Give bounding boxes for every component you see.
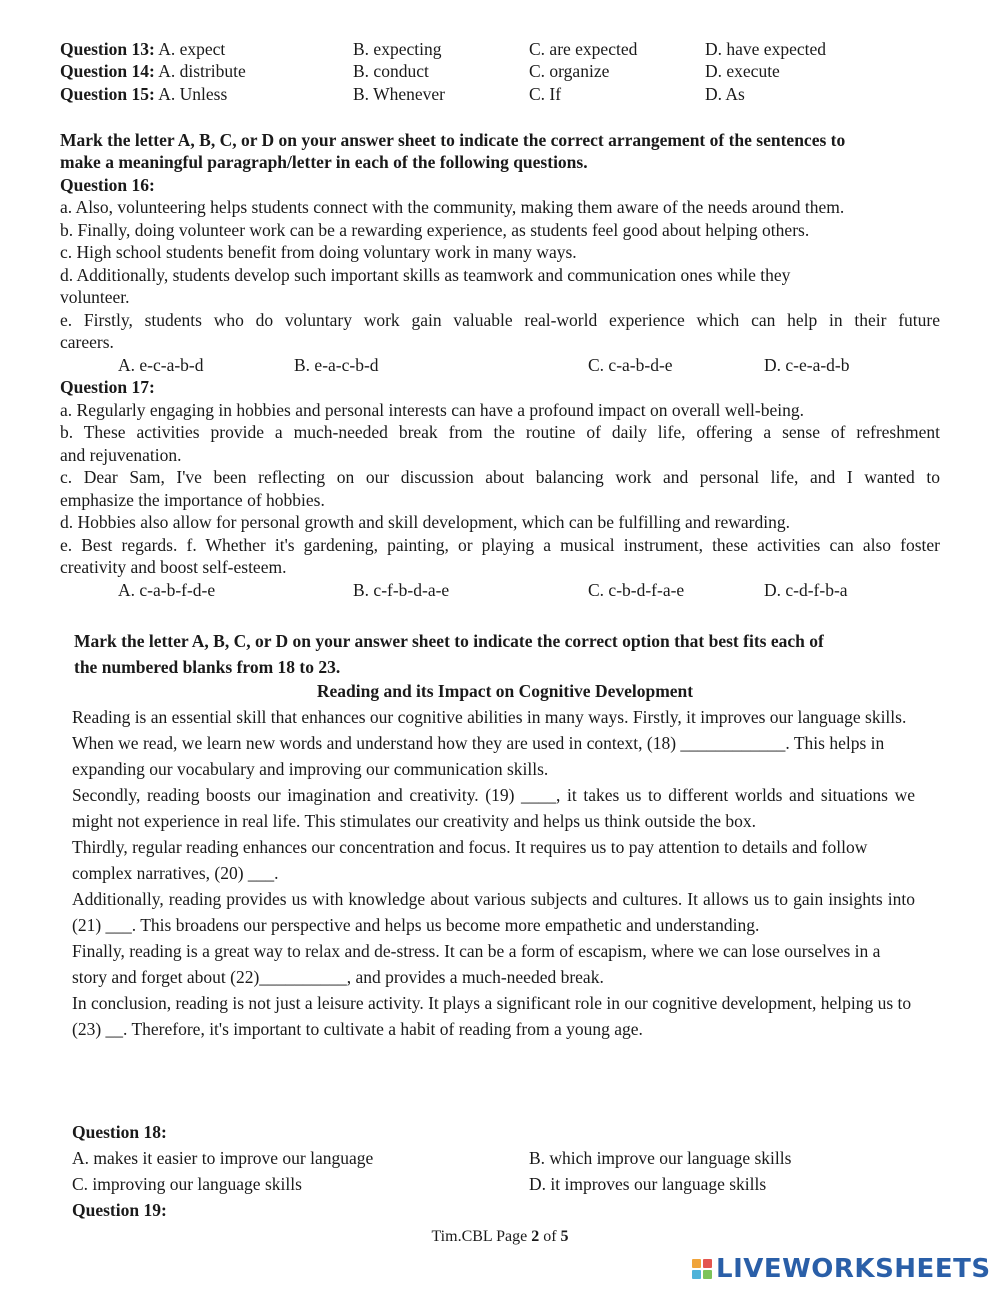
current-page: 2 bbox=[531, 1228, 540, 1245]
option-c[interactable]: C. c-a-b-d-e bbox=[588, 355, 673, 375]
question-label: Question 15: bbox=[60, 84, 155, 104]
q17-sentence-c-cont: emphasize the importance of hobbies. bbox=[60, 490, 325, 510]
question-18-option-a[interactable]: A. makes it easier to improve our language bbox=[72, 1148, 374, 1168]
option-a[interactable]: A. expect bbox=[158, 39, 226, 59]
page-footer: Tim.CBL Page 2 of 5 bbox=[431, 1228, 569, 1245]
question-label: Question 14: bbox=[60, 61, 155, 81]
option-b[interactable]: B. c-f-b-d-a-e bbox=[353, 580, 450, 600]
question-label: Question 13: bbox=[60, 39, 155, 59]
question-18-option-d[interactable]: D. it improves our language skills bbox=[529, 1174, 767, 1194]
option-a[interactable]: A. distribute bbox=[158, 61, 246, 81]
passage-paragraph-2: Secondly, reading boosts our imagination and creativity. (19) ____, it takes us to different worlds and situations we might not experience in real life. This stimulates our creativity and helps us think outside the box. bbox=[72, 785, 915, 831]
q17-sentence-a: a. Regularly engaging in hobbies and personal interests can have a profound impact on overall well-being. bbox=[60, 400, 805, 420]
q17-sentence-c: c. Dear Sam, I've been reflecting on our discussion about balancing work and personal life, and I wanted to bbox=[60, 467, 940, 487]
q16-sentence-e: e. Firstly, students who do voluntary work gain valuable real-world experience which can help in their future bbox=[60, 310, 940, 330]
question-18-option-b[interactable]: B. which improve our language skills bbox=[529, 1148, 792, 1168]
arrange-instruction-line1: Mark the letter A, B, C, or D on your answer sheet to indicate the correct arrangement of the sentences to bbox=[60, 130, 846, 150]
option-d[interactable]: D. execute bbox=[705, 61, 780, 81]
q16-sentence-b: b. Finally, doing volunteer work can be a rewarding experience, as students feel good about helping others. bbox=[60, 220, 810, 240]
option-c[interactable]: C. If bbox=[529, 84, 562, 104]
q17-sentence-e-cont: creativity and boost self-esteem. bbox=[60, 557, 287, 577]
logo-grid-icon bbox=[692, 1259, 712, 1279]
passage-paragraph-3: Thirdly, regular reading enhances our concentration and focus. It requires us to pay attention to details and follow complex narratives, (20) ___. bbox=[72, 837, 868, 883]
option-a[interactable]: A. e-c-a-b-d bbox=[118, 355, 204, 375]
question-16-label: Question 16: bbox=[60, 175, 155, 195]
liveworksheets-logo[interactable] bbox=[692, 1256, 991, 1282]
question-19-label: Question 19: bbox=[72, 1200, 167, 1220]
option-b[interactable]: B. expecting bbox=[353, 39, 442, 59]
q16-sentence-d: d. Additionally, students develop such important skills as teamwork and communication ones while they bbox=[60, 265, 791, 285]
option-b[interactable]: B. Whenever bbox=[353, 84, 446, 104]
option-a[interactable]: A. c-a-b-f-d-e bbox=[118, 580, 216, 600]
q16-sentence-e-cont: careers. bbox=[60, 332, 114, 352]
logo-text: LIVEWORKSHEETS bbox=[716, 1254, 991, 1284]
question-17-label: Question 17: bbox=[60, 377, 155, 397]
option-b[interactable]: B. conduct bbox=[353, 61, 429, 81]
cloze-instruction-line2: the numbered blanks from 18 to 23. bbox=[74, 657, 341, 677]
option-d[interactable]: D. c-e-a-d-b bbox=[764, 355, 850, 375]
option-c[interactable]: C. organize bbox=[529, 61, 610, 81]
q17-sentence-e: e. Best regards. f. Whether it's gardening, painting, or playing a musical instrument, these activities can also foster bbox=[60, 535, 940, 555]
q17-sentence-d: d. Hobbies also allow for personal growth and skill development, which can be fulfilling and rewarding. bbox=[60, 512, 790, 532]
total-pages: 5 bbox=[560, 1228, 569, 1245]
reading-passage bbox=[72, 704, 915, 1042]
question-18-option-c[interactable]: C. improving our language skills bbox=[72, 1174, 302, 1194]
arrange-instruction-line2: make a meaningful paragraph/letter in each of the following questions. bbox=[60, 152, 588, 172]
passage-paragraph-6: In conclusion, reading is not just a leisure activity. It plays a significant role in our cognitive development, helping us to (23) __. Therefore, it's important to cultivate a habit of reading from a young age. bbox=[72, 993, 912, 1039]
option-c[interactable]: C. c-b-d-f-a-e bbox=[588, 580, 685, 600]
option-b[interactable]: B. e-a-c-b-d bbox=[294, 355, 379, 375]
question-18-label: Question 18: bbox=[72, 1122, 167, 1142]
q16-sentence-c: c. High school students benefit from doing voluntary work in many ways. bbox=[60, 242, 577, 262]
passage-title: Reading and its Impact on Cognitive Development bbox=[316, 681, 694, 701]
cloze-instruction-line1: Mark the letter A, B, C, or D on your answer sheet to indicate the correct option that best fits each of bbox=[74, 631, 824, 651]
q17-sentence-b-cont: and rejuvenation. bbox=[60, 445, 182, 465]
passage-paragraph-5: Finally, reading is a great way to relax and de-stress. It can be a form of escapism, where we can lose ourselves in a story and forget about (22)__________, and provides a much-needed break. bbox=[72, 941, 881, 987]
q17-sentence-b: b. These activities provide a much-needed break from the routine of daily life, offering a sense of refreshment bbox=[60, 422, 940, 442]
option-c[interactable]: C. are expected bbox=[529, 39, 638, 59]
option-d[interactable]: D. c-d-f-b-a bbox=[764, 580, 848, 600]
passage-paragraph-1: Reading is an essential skill that enhances our cognitive abilities in many ways. Firstly, it improves our language skills. When we read, we learn new words and understand how they are used in context, (18) ____________. This helps in expanding our vocabulary and improving our communication skills. bbox=[72, 707, 907, 779]
option-d[interactable]: D. As bbox=[705, 84, 745, 104]
option-a[interactable]: A. Unless bbox=[158, 84, 228, 104]
option-d[interactable]: D. have expected bbox=[705, 39, 826, 59]
q16-sentence-a: a. Also, volunteering helps students connect with the community, making them aware of the needs around them. bbox=[60, 197, 845, 217]
passage-paragraph-4: Additionally, reading provides us with knowledge about various subjects and cultures. It allows us to gain insights into (21) ___. This broadens our perspective and helps us become more empathetic and understanding. bbox=[72, 889, 915, 935]
q16-sentence-d-cont: volunteer. bbox=[60, 287, 130, 307]
